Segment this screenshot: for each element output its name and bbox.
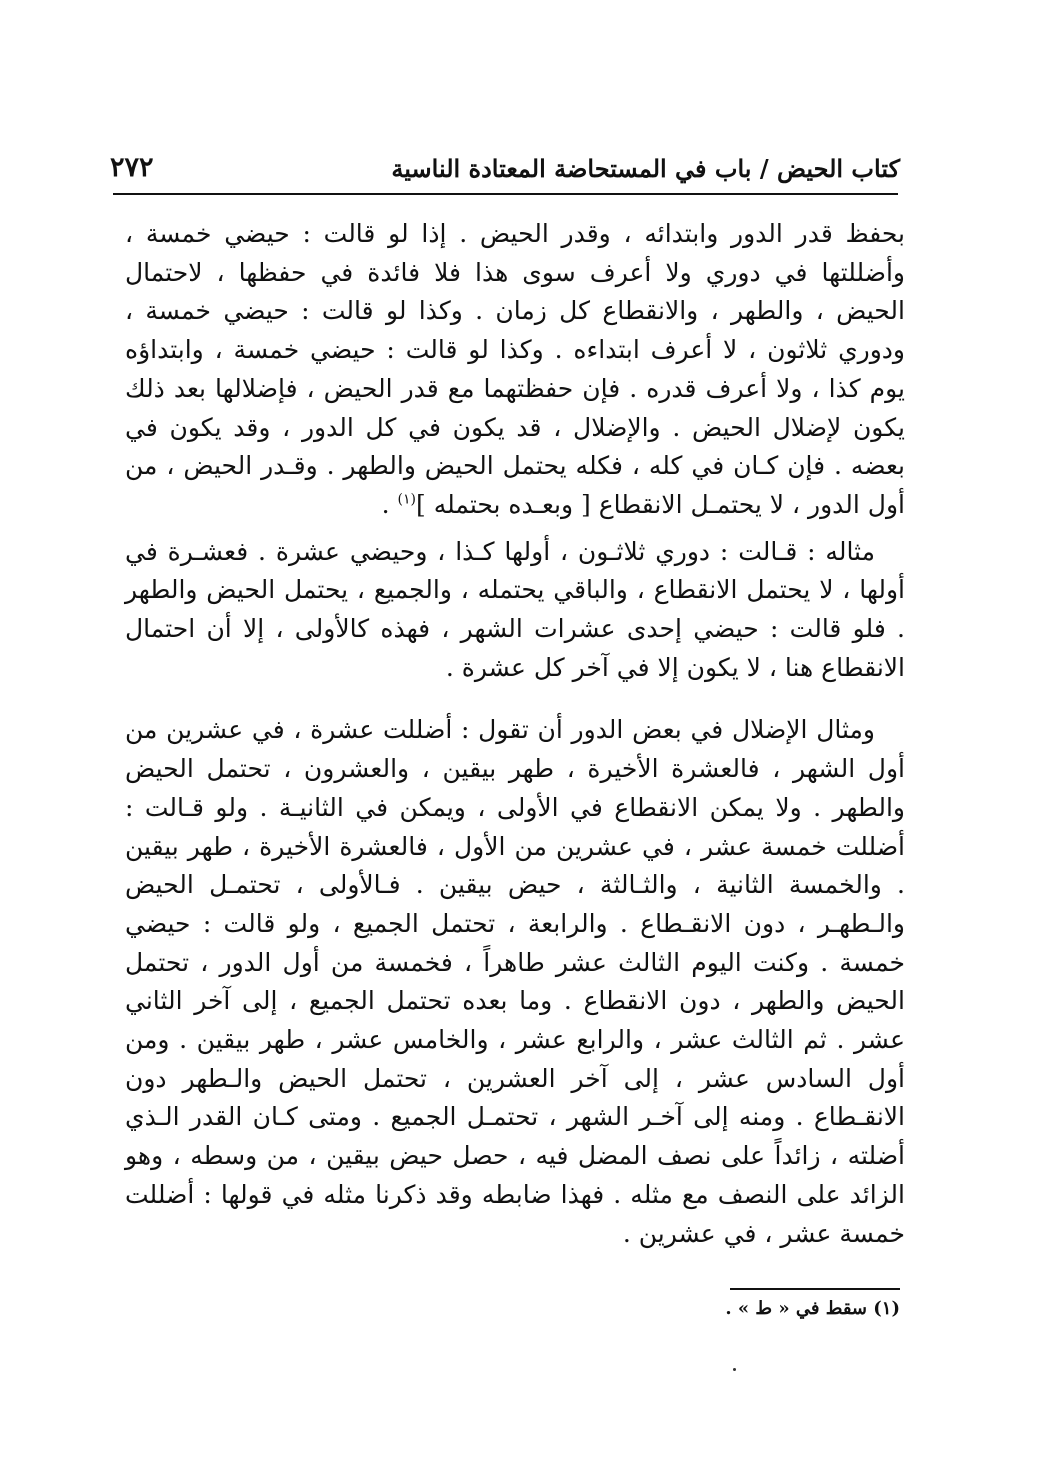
paragraph: [125, 711, 905, 1253]
main-text: [125, 215, 905, 1253]
footnote-divider: [730, 1288, 900, 1290]
paragraph: [125, 215, 905, 525]
page-speck: [733, 1368, 736, 1371]
paragraph-text: بحفظ قدر الدور وابتدائه ، وقدر الحيض . إذا لو قالت : حيضي خمسة ، وأضللتها في دوري ولا أعرف سوى هذا فلا فائدة في حفظها ، لاحتمال الحيض ، والطهر ، والانقطاع كل زمان . وكذا لو قالت : حيضي خمسة ، ودوري ثلاثون ، لا أعرف ابتداءه . وكذا لو قالت : حيضي خمسة ، وابتداؤه يوم كذا ، ولا أعرف قدره . فإن حفظتهما مع قدر الحيض ، فإضلالها بعد ذلك يكون لإضلال الحيض . والإضلال ، قد يكون في كل الدور ، وقد يكون في بعضه . فإن كـان في كله ، فكله يحتمل الحيض والطهر . وقـدر الحيض ، من أول الدور ، لا يحتمـل الانقطاع [ وبعـده بحتمله ]: [125, 219, 905, 519]
running-header: [110, 150, 900, 190]
paragraph-text: ومثال الإضلال في بعض الدور أن تقول : أضللت عشرة ، في عشرين من أول الشهر ، فالعشرة الأخيرة ، طهر بيقين ، والعشرون ، تحتمل الحيض والطهر . ولا يمكن الانقطاع في الأولى ، ويمكن في الثانيـة . ولو قـالت : أضللت خمسة عشر ، في عشرين من الأول ، فالعشرة الأخيرة ، طهر بيقين . والخمسة الثانية ، والثـالثة ، حيض بيقين . فـالأولى ، تحتمـل الحيض والـطهـر ، دون الانقـطاع . والرابعة ، تحتمل الجميع ، ولو قالت : حيضي خمسة . وكنت اليوم الثالث عشر طاهراً ، فخمسة من أول الدور ، تحتمل الحيض والطهر ، دون الانقطاع . وما بعده تحتمل الجميع ، إلى آخر الثاني عشر . ثم الثالث عشر ، والرابع عشر ، والخامس عشر ، طهر بيقين . ومن أول السادس عشر ، إلى آخر العشرين ، تحتمل الحيض والـطهر دون الانقـطاع . ومنه إلى آخـر الشهر ، تحتمـل الجميع . ومتى كـان القدر الـذي أضلته ، زائداً على نصف المضل فيه ، حصل حيض بيقين ، من وسطه ، وهو الزائد على النصف مع مثله . فهذا ضابطه وقد ذكرنا مثله في قولها : أضللت خمسة عشر ، في عشرين .: [125, 715, 905, 1248]
paragraph: [125, 533, 905, 688]
paragraph-text: مثاله : قـالت : دوري ثلاثـون ، أولها كـذا ، وحيضي عشرة . فعشـرة في أولها ، لا يحتمل الانقطاع ، والباقي يحتمله ، والجميع ، يحتمل الحيض والطهر . فلو قالت : حيضي إحدى عشرات الشهر ، فهذه كالأولى ، إلا أن احتمال الانقطاع هنا ، لا يكون إلا في آخر كل عشرة .: [125, 536, 905, 682]
header-title: كتاب الحيض / باب في المستحاضة المعتادة الناسية: [391, 154, 900, 183]
header-divider: [113, 193, 898, 195]
footnote: (١) سقط في « ط » .: [725, 1298, 900, 1319]
footnote-marker: (١): [397, 491, 417, 508]
paragraph-end: .: [381, 489, 398, 519]
page-number: ٢٧٢: [110, 152, 154, 183]
